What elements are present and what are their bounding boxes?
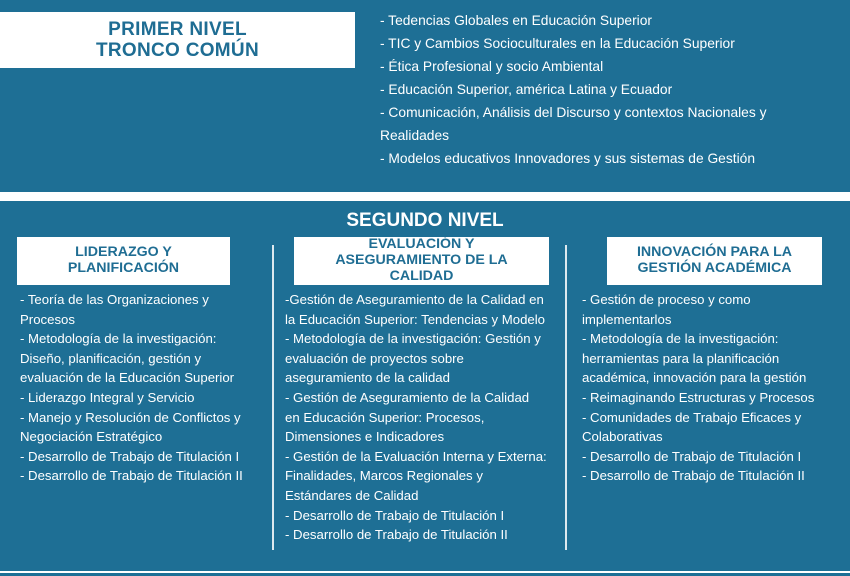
list-item: Finalidades, Marcos Regionales y (285, 468, 483, 484)
primer-nivel-title: PRIMER NIVEL (108, 18, 247, 40)
list-item: - Desarrollo de Trabajo de Titulación I (582, 448, 802, 464)
list-item: - Gestión de Aseguramiento de la Calidad (285, 389, 530, 405)
list-item: Diseño, planificación, gestión y (20, 350, 202, 366)
list-item: la Educación Superior: Tendencias y Modelo (285, 311, 546, 327)
column-divider (272, 245, 274, 550)
list-item: en Educación Superior: Procesos, (285, 409, 485, 425)
liderazgo-title-box (17, 237, 230, 285)
list-item: -Gestión de Aseguramiento de la Calidad en (285, 292, 544, 307)
list-item: - Comunicación, Análisis del Discurso y contextos Nacionales y (380, 105, 767, 120)
list-item: Estándares de Calidad (285, 487, 419, 503)
innovacion-title-box (607, 237, 822, 285)
list-item: Negociación Estratégico (20, 429, 163, 445)
primer-nivel-list (380, 9, 830, 170)
evaluacion-title-line: ASEGURAMIENTO DE LA (335, 252, 508, 269)
list-item: - Metodología de la investigación: (20, 331, 217, 347)
evaluacion-title-line: CALIDAD (389, 267, 454, 284)
list-item: - Tedencias Globales en Educación Superior (380, 13, 653, 28)
list-item: evaluación de proyectos sobre (285, 350, 464, 366)
innovacion-title-line: INNOVACIÓN PARA LA (636, 244, 792, 261)
list-item: implementarlos (582, 311, 672, 327)
list-item: Procesos (20, 311, 75, 327)
list-item: - Gestión de la Evaluación Interna y Externa: (285, 448, 547, 464)
list-item: - Desarrollo de Trabajo de Titulación II (285, 527, 508, 543)
list-item: - Metodología de la investigación: Gestión y (285, 331, 541, 347)
list-item: - Gestión de proceso y como (582, 292, 751, 307)
tronco-comun-title: TRONCO COMÚN (96, 40, 259, 61)
list-item: - Teoría de las Organizaciones y (20, 292, 209, 307)
list-item: - Desarrollo de Trabajo de Titulación I (20, 448, 240, 464)
list-item: herramientas para la planificación (582, 350, 780, 366)
segundo-nivel-title: SEGUNDO NIVEL (346, 210, 504, 231)
list-item: evaluación de la Educación Superior (20, 370, 235, 386)
list-item: - Desarrollo de Trabajo de Titulación I (285, 507, 505, 523)
liderazgo-list (20, 290, 265, 486)
list-item: aseguramiento de la calidad (285, 370, 450, 386)
list-item: - Desarrollo de Trabajo de Titulación II (20, 468, 243, 484)
list-item: Dimensiones e Indicadores (285, 429, 445, 445)
list-item: - Educación Superior, américa Latina y Ecuador (380, 82, 673, 97)
list-item: - Comunidades de Trabajo Eficaces y (582, 409, 802, 425)
primer-nivel-title-box (0, 12, 355, 68)
list-item: - Reimaginando Estructuras y Procesos (582, 389, 815, 405)
evaluacion-title-box (294, 237, 549, 285)
list-item: - Manejo y Resolución de Conflictos y (20, 409, 241, 425)
list-item: - TIC y Cambios Socioculturales en la Educación Superior (380, 36, 735, 51)
list-item: - Modelos educativos Innovadores y sus sistemas de Gestión (380, 151, 756, 166)
evaluacion-title-line: EVALUACIÓN Y (368, 236, 475, 253)
list-item: - Metodología de la investigación: (582, 331, 779, 347)
column-divider (565, 245, 567, 550)
liderazgo-title-line: LIDERAZGO Y (75, 244, 172, 261)
innovacion-list (582, 290, 837, 486)
list-item: - Desarrollo de Trabajo de Titulación II (582, 468, 805, 484)
list-item: Colaborativas (582, 429, 663, 445)
evaluacion-list (285, 290, 557, 545)
innovacion-title-line: GESTIÓN ACADÉMICA (637, 260, 792, 276)
list-item: académica, innovación para la gestión (582, 370, 807, 386)
list-item: - Ética Profesional y socio Ambiental (380, 59, 604, 74)
list-item: Realidades (380, 128, 450, 143)
list-item: - Liderazgo Integral y Servicio (20, 389, 195, 405)
liderazgo-title-line: PLANIFICACIÓN (67, 260, 180, 276)
